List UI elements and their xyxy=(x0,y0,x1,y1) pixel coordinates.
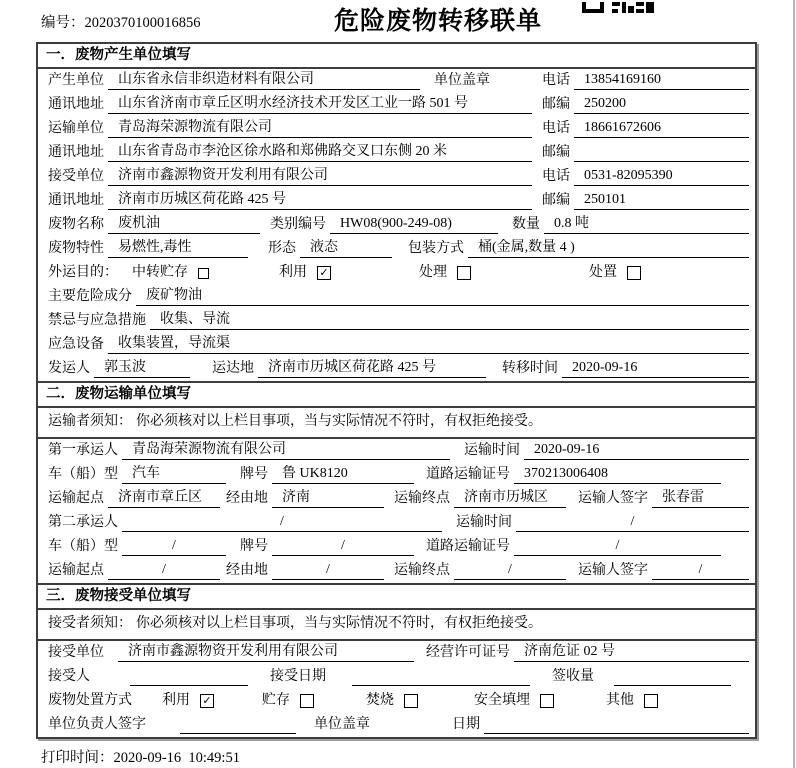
page-title: 危险废物转移联单 xyxy=(333,7,543,35)
section-transporter xyxy=(38,381,755,583)
section-receiver-title: 三．废物接受单位填写 xyxy=(38,585,755,610)
transport-time-value: 2020-09-16 xyxy=(524,441,749,460)
waste-property-label: 废物特性 xyxy=(48,241,104,256)
producer-postcode-value: 250200 xyxy=(574,95,749,114)
purpose-dispose-checkbox xyxy=(627,266,641,280)
second-carrier-label: 第二承运人 xyxy=(48,515,118,530)
carrier-signature2-label: 运输人签字 xyxy=(578,563,648,578)
transporter-notice-text: 你必须核对以上栏目事项，当与实际情况不符时，有权拒绝接受。 xyxy=(136,414,542,429)
packing-label: 包装方式 xyxy=(408,241,464,256)
road-permit2-label: 道路运输证号 xyxy=(426,539,510,554)
disposal-store-label: 贮存 xyxy=(262,693,290,708)
contraindication-label: 禁忌与应急措施 xyxy=(48,313,146,328)
responsible-signature-value xyxy=(180,716,296,734)
section-producer-title: 一．废物产生单位填写 xyxy=(38,44,755,69)
road-permit-label: 道路运输证号 xyxy=(426,467,510,482)
second-carrier-value: / xyxy=(122,513,442,532)
consignor-row xyxy=(38,357,755,381)
receiver-postcode-label: 邮编 xyxy=(542,193,570,208)
disposal-incinerate-checkbox xyxy=(404,694,418,708)
transporter-notice-row xyxy=(38,408,755,439)
accepting-unit-row xyxy=(38,641,755,665)
receiver-address-label: 通讯地址 xyxy=(48,193,104,208)
hazard-component-label: 主要危险成分 xyxy=(48,289,132,304)
purpose-treat-checkbox xyxy=(457,266,471,280)
transporter-postcode-label: 邮编 xyxy=(542,145,570,160)
disposal-store-checkbox xyxy=(300,694,314,708)
waste-name-label: 废物名称 xyxy=(48,217,104,232)
license-number-value: 济南危证 02 号 xyxy=(514,643,749,662)
first-carrier-value: 青岛海荣源物流有限公司 xyxy=(122,441,450,460)
acceptor-label: 接受人 xyxy=(48,669,90,684)
producer-address-label: 通讯地址 xyxy=(48,97,104,112)
transporter-phone-value: 18661672606 xyxy=(574,119,749,138)
received-amount-label: 签收量 xyxy=(552,669,594,684)
section-producer xyxy=(38,44,755,381)
accept-date-label: 接受日期 xyxy=(270,669,326,684)
emergency-equipment-value: 收集装置，导流渠 xyxy=(108,335,749,354)
packing-value: 桶(金属,数量 4 ) xyxy=(468,239,749,258)
first-carrier-label: 第一承运人 xyxy=(48,443,118,458)
received-amount-value xyxy=(614,668,731,686)
plate-number-label: 牌号 xyxy=(240,467,268,482)
producer-address-row xyxy=(38,93,755,117)
receiver-address-row xyxy=(38,189,755,213)
waste-property-row xyxy=(38,237,755,261)
road-permit2-value: / xyxy=(514,537,721,556)
destination-label: 运达地 xyxy=(212,361,254,376)
receiver-address-value: 济南市历城区荷花路 425 号 xyxy=(108,191,532,210)
transporter-unit-label: 运输单位 xyxy=(48,121,104,136)
transfer-purpose-label: 外运目的： xyxy=(48,265,118,280)
consignor-value: 郭玉波 xyxy=(94,359,190,378)
vehicle-type-row xyxy=(38,463,755,487)
section-transporter-title: 二．废物运输单位填写 xyxy=(38,383,755,408)
carrier-signature-label: 运输人签字 xyxy=(578,491,648,506)
terminus2-value: / xyxy=(454,561,566,580)
terminus2-label: 运输终点 xyxy=(394,563,450,578)
form-state-value: 液态 xyxy=(300,239,392,258)
via-value: 济南 xyxy=(272,489,384,508)
disposal-landfill-checkbox xyxy=(540,694,554,708)
disposal-landfill-label: 安全填埋 xyxy=(474,693,530,708)
transport-time-label: 运输时间 xyxy=(464,443,520,458)
transfer-date-value: 2020-09-16 xyxy=(562,359,749,378)
plate-number2-value: / xyxy=(272,537,414,556)
producer-phone-label: 电话 xyxy=(542,73,570,88)
destination-value: 济南市历城区荷花路 425 号 xyxy=(258,359,486,378)
vehicle-type-label: 车（船）型 xyxy=(48,467,118,482)
producer-unit-label: 产生单位 xyxy=(48,73,104,88)
acceptor-row xyxy=(38,665,755,689)
transporter-postcode-value xyxy=(574,144,749,162)
category-code-label: 类别编号 xyxy=(270,217,326,232)
section-receiver xyxy=(38,583,755,737)
transporter-address-row xyxy=(38,141,755,165)
carrier-signature2-value: / xyxy=(652,561,749,580)
contraindication-value: 收集、导流 xyxy=(150,311,749,330)
carrier-signature-value: 张春雷 xyxy=(652,489,749,508)
transporter-unit-row xyxy=(38,117,755,141)
first-carrier-row xyxy=(38,439,755,463)
disposal-utilize-label: 利用 xyxy=(162,693,190,708)
transporter-address-value: 山东省青岛市李沧区徐水路和郑佛路交叉口东侧 20 米 xyxy=(108,143,532,162)
serial-value: 2020370100016856 xyxy=(84,15,201,31)
via-label: 经由地 xyxy=(226,491,268,506)
purpose-transit-storage-checkbox xyxy=(198,268,209,279)
waste-name-value: 废机油 xyxy=(108,215,260,234)
origin2-label: 运输起点 xyxy=(48,563,104,578)
waste-property-value: 易燃性,毒性 xyxy=(108,239,248,258)
route-row-1 xyxy=(38,487,755,511)
receiver-unit-label: 接受单位 xyxy=(48,169,104,184)
origin-label: 运输起点 xyxy=(48,491,104,506)
second-carrier-row xyxy=(38,511,755,535)
road-permit-value: 370213006408 xyxy=(514,465,721,484)
route-row-2 xyxy=(38,559,755,583)
date-label: 日期 xyxy=(452,717,480,732)
serial-number xyxy=(41,11,201,32)
receiver-phone-label: 电话 xyxy=(542,169,570,184)
receiver-postcode-value: 250101 xyxy=(574,191,749,210)
receiver-phone-value: 0531-82095390 xyxy=(574,167,749,186)
purpose-transit-storage-label: 中转贮存 xyxy=(132,265,188,280)
terminus-label: 运输终点 xyxy=(394,491,450,506)
transporter-unit-value: 青岛海荣源物流有限公司 xyxy=(108,119,532,138)
receiver-notice-label: 接受者须知： xyxy=(48,616,132,631)
qr-code-fragment-icon xyxy=(582,0,654,18)
page-right-edge-line xyxy=(793,0,795,768)
hazard-component-value: 废矿物油 xyxy=(136,287,749,306)
transporter-notice-label: 运输者须知： xyxy=(48,414,132,429)
producer-address-value: 山东省济南市章丘区明水经济技术开发区工业一路 501 号 xyxy=(108,95,532,114)
transfer-date-label: 转移时间 xyxy=(502,361,558,376)
unit-seal2-label: 单位盖章 xyxy=(314,717,370,732)
print-time-label: 打印时间： xyxy=(41,750,114,766)
transporter-phone-label: 电话 xyxy=(542,121,570,136)
responsible-signature-row xyxy=(38,713,755,737)
receiver-unit-value: 济南市鑫源物资开发利用有限公司 xyxy=(108,167,532,186)
vehicle-type-row-2 xyxy=(38,535,755,559)
quantity-value: 0.8 吨 xyxy=(544,215,749,234)
acceptor-value xyxy=(130,668,248,686)
transporter-address-label: 通讯地址 xyxy=(48,145,104,160)
vehicle-type2-value: / xyxy=(122,537,226,556)
producer-phone-value: 13854169160 xyxy=(574,71,749,90)
emergency-equipment-row xyxy=(38,333,755,357)
origin-value: 济南市章丘区 xyxy=(108,489,220,508)
disposal-utilize-checkbox: ✓ xyxy=(200,694,214,708)
terminus-value: 济南市历城区 xyxy=(454,489,566,508)
producer-unit-row xyxy=(38,69,755,93)
receiver-unit-row xyxy=(38,165,755,189)
purpose-utilize-checkbox: ✓ xyxy=(317,266,331,280)
purpose-dispose-label: 处置 xyxy=(589,265,617,280)
waste-name-row xyxy=(38,213,755,237)
disposal-method-row xyxy=(38,689,755,713)
receiver-notice-text: 你必须核对以上栏目事项，当与实际情况不符时，有权拒绝接受。 xyxy=(136,616,542,631)
contraindication-row xyxy=(38,309,755,333)
purpose-treat-label: 处理 xyxy=(419,265,447,280)
plate-number-value: 鲁 UK8120 xyxy=(272,465,414,484)
print-time-value: 2020-09-16 10:49:51 xyxy=(113,750,240,766)
accepting-unit-value: 济南市鑫源物资开发利用有限公司 xyxy=(118,643,414,662)
accepting-unit-label: 接受单位 xyxy=(48,645,104,660)
form-state-label: 形态 xyxy=(268,241,296,256)
license-number-label: 经营许可证号 xyxy=(426,645,510,660)
manifest-form xyxy=(36,42,757,739)
date-value xyxy=(484,716,749,734)
disposal-incinerate-label: 焚烧 xyxy=(366,693,394,708)
unit-seal-label: 单位盖章 xyxy=(434,73,490,88)
vehicle-type-value: 汽车 xyxy=(122,465,226,484)
transfer-purpose-row xyxy=(38,261,755,285)
via2-label: 经由地 xyxy=(226,563,268,578)
producer-postcode-label: 邮编 xyxy=(542,97,570,112)
responsible-signature-label: 单位负责人签字 xyxy=(48,717,146,732)
purpose-utilize-label: 利用 xyxy=(279,265,307,280)
transport-time2-value: / xyxy=(516,513,749,532)
producer-unit-value: 山东省永信非织造材料有限公司 xyxy=(108,71,420,90)
serial-label: 编号： xyxy=(41,15,85,31)
print-time xyxy=(41,746,240,767)
disposal-other-label: 其他 xyxy=(606,693,634,708)
disposal-other-checkbox xyxy=(644,694,658,708)
consignor-label: 发运人 xyxy=(48,361,90,376)
plate-number2-label: 牌号 xyxy=(240,539,268,554)
receiver-notice-row xyxy=(38,610,755,641)
emergency-equipment-label: 应急设备 xyxy=(48,337,104,352)
quantity-label: 数量 xyxy=(512,217,540,232)
vehicle-type2-label: 车（船）型 xyxy=(48,539,118,554)
origin2-value: / xyxy=(108,561,220,580)
accept-date-value xyxy=(352,668,530,686)
category-code-value: HW08(900-249-08) xyxy=(330,215,498,234)
disposal-method-label: 废物处置方式 xyxy=(48,693,132,708)
transport-time2-label: 运输时间 xyxy=(456,515,512,530)
hazard-component-row xyxy=(38,285,755,309)
via2-value: / xyxy=(272,561,384,580)
